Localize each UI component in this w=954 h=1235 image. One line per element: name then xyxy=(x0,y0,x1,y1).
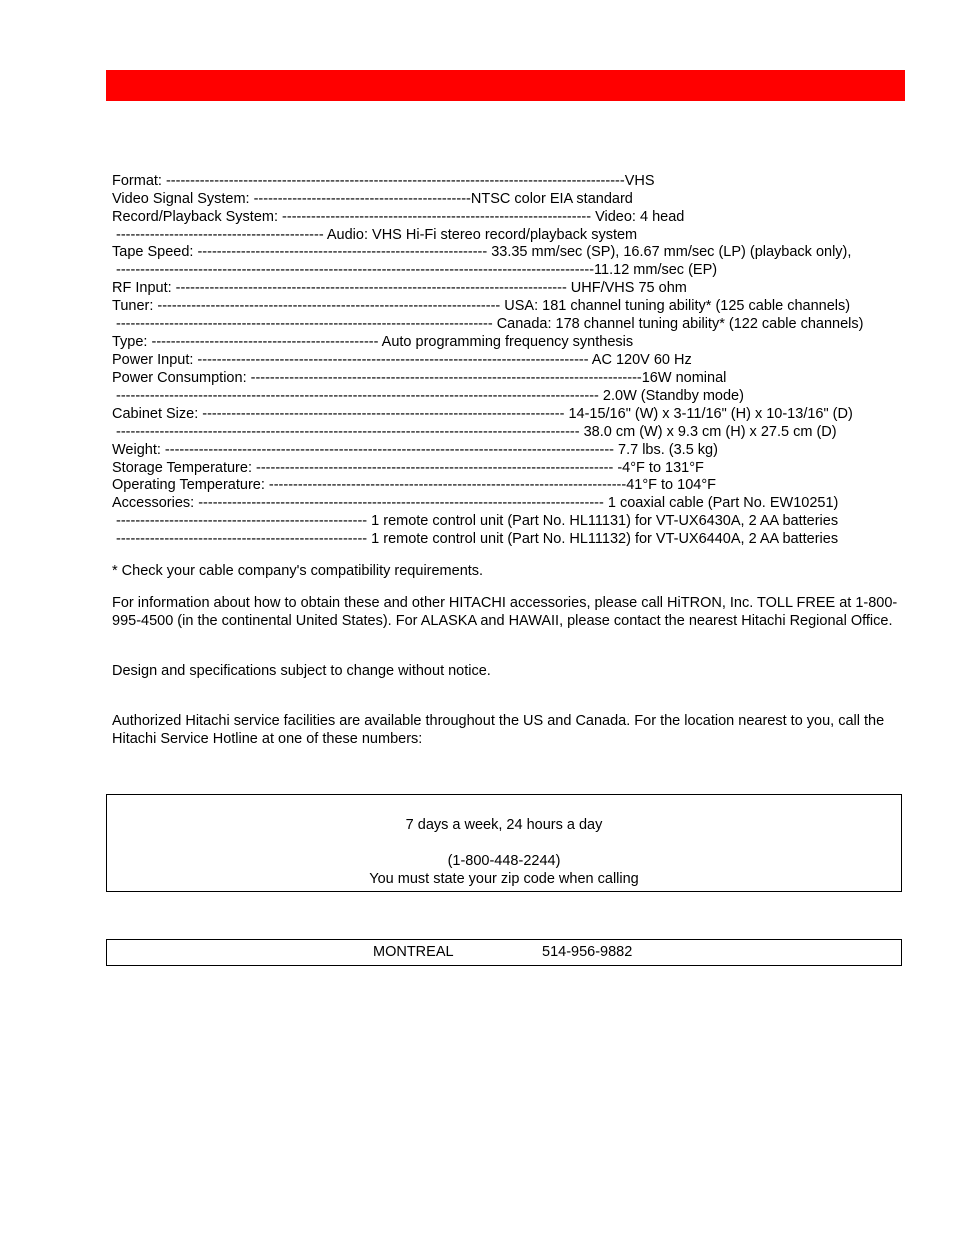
us-hotline-note: You must state your zip code when calling xyxy=(369,871,639,887)
canada-city: MONTREAL xyxy=(373,944,454,960)
spec-power-consumption: Power Consumption: ---------------------------------------------------------------------------------16W nominal xyxy=(112,370,727,386)
spec-tuner-usa: Tuner: ----------------------------------------------------------------------- USA: 181 channel tuning ability* (125 cable channels) xyxy=(112,298,851,314)
spec-video-signal: Video Signal System: ---------------------------------------------NTSC color EIA standard xyxy=(112,191,633,207)
spec-tape-speed: Tape Speed: ------------------------------------------------------------ 33.35 mm/sec (SP), 16.67 mm/sec (LP) (playback only), xyxy=(112,244,852,260)
cable-note: * Check your cable company's compatibility requirements. xyxy=(112,563,484,579)
spec-tuner-canada: ------------------------------------------------------------------------------ Canada: 178 channel tuning ability* (122 cable channels) xyxy=(112,316,864,332)
spec-power-input: Power Input: --------------------------------------------------------------------------------- AC 120V 60 Hz xyxy=(112,352,692,368)
us-hotline-hours: 7 days a week, 24 hours a day xyxy=(405,817,603,833)
canada-phone: 514-956-9882 xyxy=(542,944,633,960)
spec-record-playback: Record/Playback System: ---------------------------------------------------------------- Video: 4 head xyxy=(112,209,685,225)
spec-cabinet-size-in: Cabinet Size: --------------------------------------------------------------------------- 14-15/16" (W) x 3-11/16" (H) x 10-13/16" (D) xyxy=(112,406,853,422)
spec-storage-temp: Storage Temperature: -------------------------------------------------------------------------- -4°F to 131°F xyxy=(112,460,704,476)
spec-accessories-remote-6440: ---------------------------------------------------- 1 remote control unit (Part No. HL11132) for VT-UX6440A, 2 AA batteries xyxy=(112,531,839,547)
spec-power-standby: ---------------------------------------------------------------------------------------------------- 2.0W (Standby mode) xyxy=(112,388,744,404)
accessories-info: For information about how to obtain these and other HITACHI accessories, please call HiTRON, Inc. TOLL FREE at 1-800-995-4500 (in the continental United States). For ALASKA and HAWAII, please contact the nearest Hitachi Regional Office. xyxy=(112,595,898,629)
design-notice: Design and specifications subject to change without notice. xyxy=(112,663,491,679)
spec-accessories-remote-6430: ---------------------------------------------------- 1 remote control unit (Part No. HL11131) for VT-UX6430A, 2 AA batteries xyxy=(112,513,839,529)
spec-rf-input: RF Input: --------------------------------------------------------------------------------- UHF/VHS 75 ohm xyxy=(112,280,687,296)
canada-hotline-box xyxy=(106,939,902,966)
spec-weight: Weight: --------------------------------------------------------------------------------------------- 7.7 lbs. (3.5 kg) xyxy=(112,442,718,458)
us-hotline-phone: (1-800-448-2244) xyxy=(447,853,561,869)
spec-operating-temp: Operating Temperature: --------------------------------------------------------------------------41°F to 104°F xyxy=(112,477,717,493)
spec-cabinet-size-cm: ------------------------------------------------------------------------------------------------ 38.0 cm (W) x 9.3 cm (H) x 27.5 cm (D) xyxy=(112,424,837,440)
spec-format: Format: -----------------------------------------------------------------------------------------------VHS xyxy=(112,173,655,189)
spec-type: Type: ----------------------------------------------- Auto programming frequency synthesis xyxy=(112,334,634,350)
us-hotline-box xyxy=(106,794,902,892)
spec-tape-speed-ep: ---------------------------------------------------------------------------------------------------11.12 mm/sec (EP) xyxy=(112,262,718,278)
spec-record-playback-audio: ------------------------------------------- Audio: VHS Hi-Fi stereo record/playback system xyxy=(112,227,638,243)
header-bar xyxy=(106,70,905,101)
spec-accessories-cable: Accessories: ------------------------------------------------------------------------------------ 1 coaxial cable (Part No. EW10251) xyxy=(112,495,839,511)
service-info: Authorized Hitachi service facilities are available throughout the US and Canada. For the location nearest to you, call the Hitachi Service Hotline at one of these numbers: xyxy=(112,713,885,747)
